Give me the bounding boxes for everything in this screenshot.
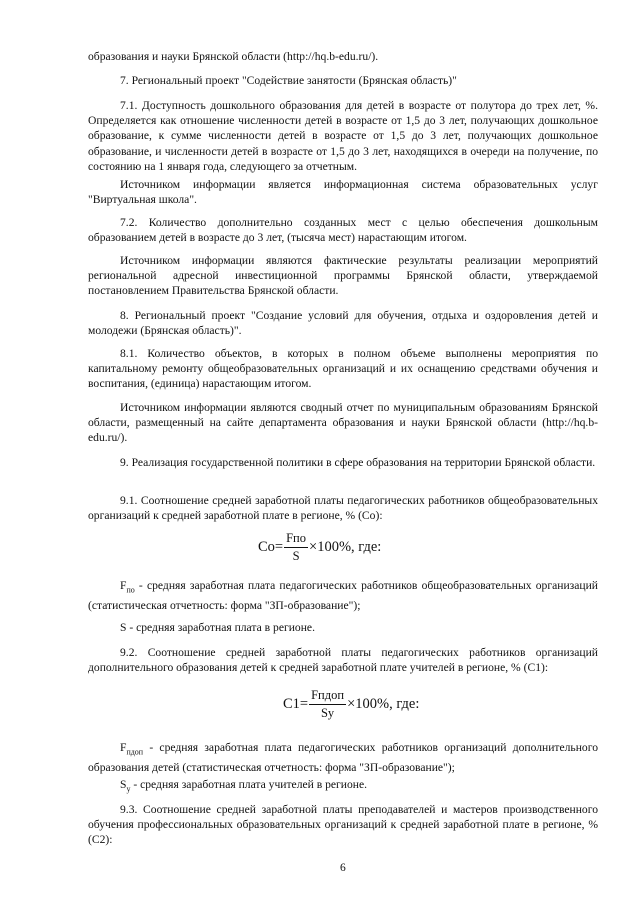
paragraph-fpo-definition xyxy=(88,578,598,613)
paragraph-source-continuation: образования и науки Брянской области (http://hq.b-edu.ru/). xyxy=(88,50,379,63)
fpdop-subscript: пдоп xyxy=(126,747,144,757)
formula-co xyxy=(258,531,381,564)
fpo-text: - средняя заработная плата педагогических работников общеобразовательных организаций (статистическая отчетность: форма "ЗП-образование"); xyxy=(88,579,598,612)
paragraph-9-3: 9.3. Соотношение средней заработной платы преподавателей и мастеров производственного обучения профессиональных образовательных организаций к средней заработной плате в регионе, % (С2): xyxy=(88,803,598,847)
paragraph-s-definition: S - средняя заработная плата в регионе. xyxy=(120,621,315,634)
formula-co-numerator: Fпо xyxy=(284,531,308,548)
paragraph-7-2-source: Источником информации являются фактические результаты реализации мероприятий региональной адресной инвестиционной программы Брянской области, утверждаемой постановлением Правительства Брянской области. xyxy=(88,254,598,298)
sy-subscript: у xyxy=(126,784,131,794)
paragraph-9-1: 9.1. Соотношение средней заработной платы педагогических работников общеобразовательных организаций к средней заработной плате в регионе, % (Со): xyxy=(88,494,598,523)
formula-co-lhs: Со= xyxy=(258,539,284,555)
sy-symbol: S xyxy=(120,778,127,791)
paragraph-8-1: 8.1. Количество объектов, в которых в полном объеме выполнены мероприятия по капитальному ремонту общеобразовательных организаций и их оснащению средствами обучения и воспитания, (единица) нарастающим итогом. xyxy=(88,347,598,391)
formula-co-fraction xyxy=(284,531,308,564)
formula-c1 xyxy=(283,688,419,721)
page-number: 6 xyxy=(340,862,346,874)
fpdop-symbol: F xyxy=(120,741,127,754)
fpo-subscript: по xyxy=(126,585,135,595)
paragraph-sy-definition xyxy=(88,777,598,797)
paragraph-7-1-source: Источником информации является информационная система образовательных услуг "Виртуальная школа". xyxy=(88,178,598,207)
paragraph-8-1-source: Источником информации являются сводный отчет по муниципальным образованиям Брянской области, размещенный на сайте департамента образования и науки Брянской области (http://hq.b-edu.ru/). xyxy=(88,401,598,445)
formula-c1-rhs: ×100%, где: xyxy=(347,696,420,712)
formula-c1-fraction xyxy=(309,688,346,721)
formula-c1-denominator: Sу xyxy=(320,706,335,720)
formula-c1-lhs: С1= xyxy=(283,696,309,712)
heading-project-8: 8. Региональный проект "Создание условий для обучения, отдыха и оздоровления детей и молодежи (Брянская область)". xyxy=(88,309,598,338)
fpo-symbol: F xyxy=(120,579,127,592)
paragraph-9-2: 9.2. Соотношение средней заработной платы педагогических работников организаций дополнительного образования детей к средней заработной плате учителей в регионе, % (С1): xyxy=(88,646,598,675)
sy-text: - средняя заработная плата учителей в регионе. xyxy=(130,778,368,791)
paragraph-7-1: 7.1. Доступность дошкольного образования для детей в возрасте от полутора до трех лет, %. Определяется как отношение численности детей в возрасте от 1,5 до 3 лет, получающих дошкольное образование, к сумме численности детей в возрасте от 1,5 до 3 лет, получающих дошкольное образование, и численности детей в возрасте от 1,5 до 3 лет, находящихся в очереди на получение, по состоянию на 1 января года, следующего за отчетным. xyxy=(88,99,598,173)
paragraph-fpdop-definition xyxy=(88,740,598,775)
heading-section-9: 9. Реализация государственной политики в сфере образования на территории Брянской области. xyxy=(120,456,596,469)
formula-c1-numerator: Fпдоп xyxy=(309,688,346,705)
formula-co-denominator: S xyxy=(292,549,300,563)
paragraph-7-2: 7.2. Количество дополнительно созданных мест с целью обеспечения дошкольным образованием детей в возрасте до 3 лет, (тысяча мест) нарастающим итогом. xyxy=(88,216,598,245)
heading-project-7: 7. Региональный проект "Содействие занятости (Брянская область)" xyxy=(120,74,457,87)
formula-co-rhs: ×100%, где: xyxy=(309,539,382,555)
fpdop-text: - средняя заработная плата педагогических работников организаций дополнительного образования детей (статистическая отчетность: форма "ЗП-образование"); xyxy=(88,741,598,774)
